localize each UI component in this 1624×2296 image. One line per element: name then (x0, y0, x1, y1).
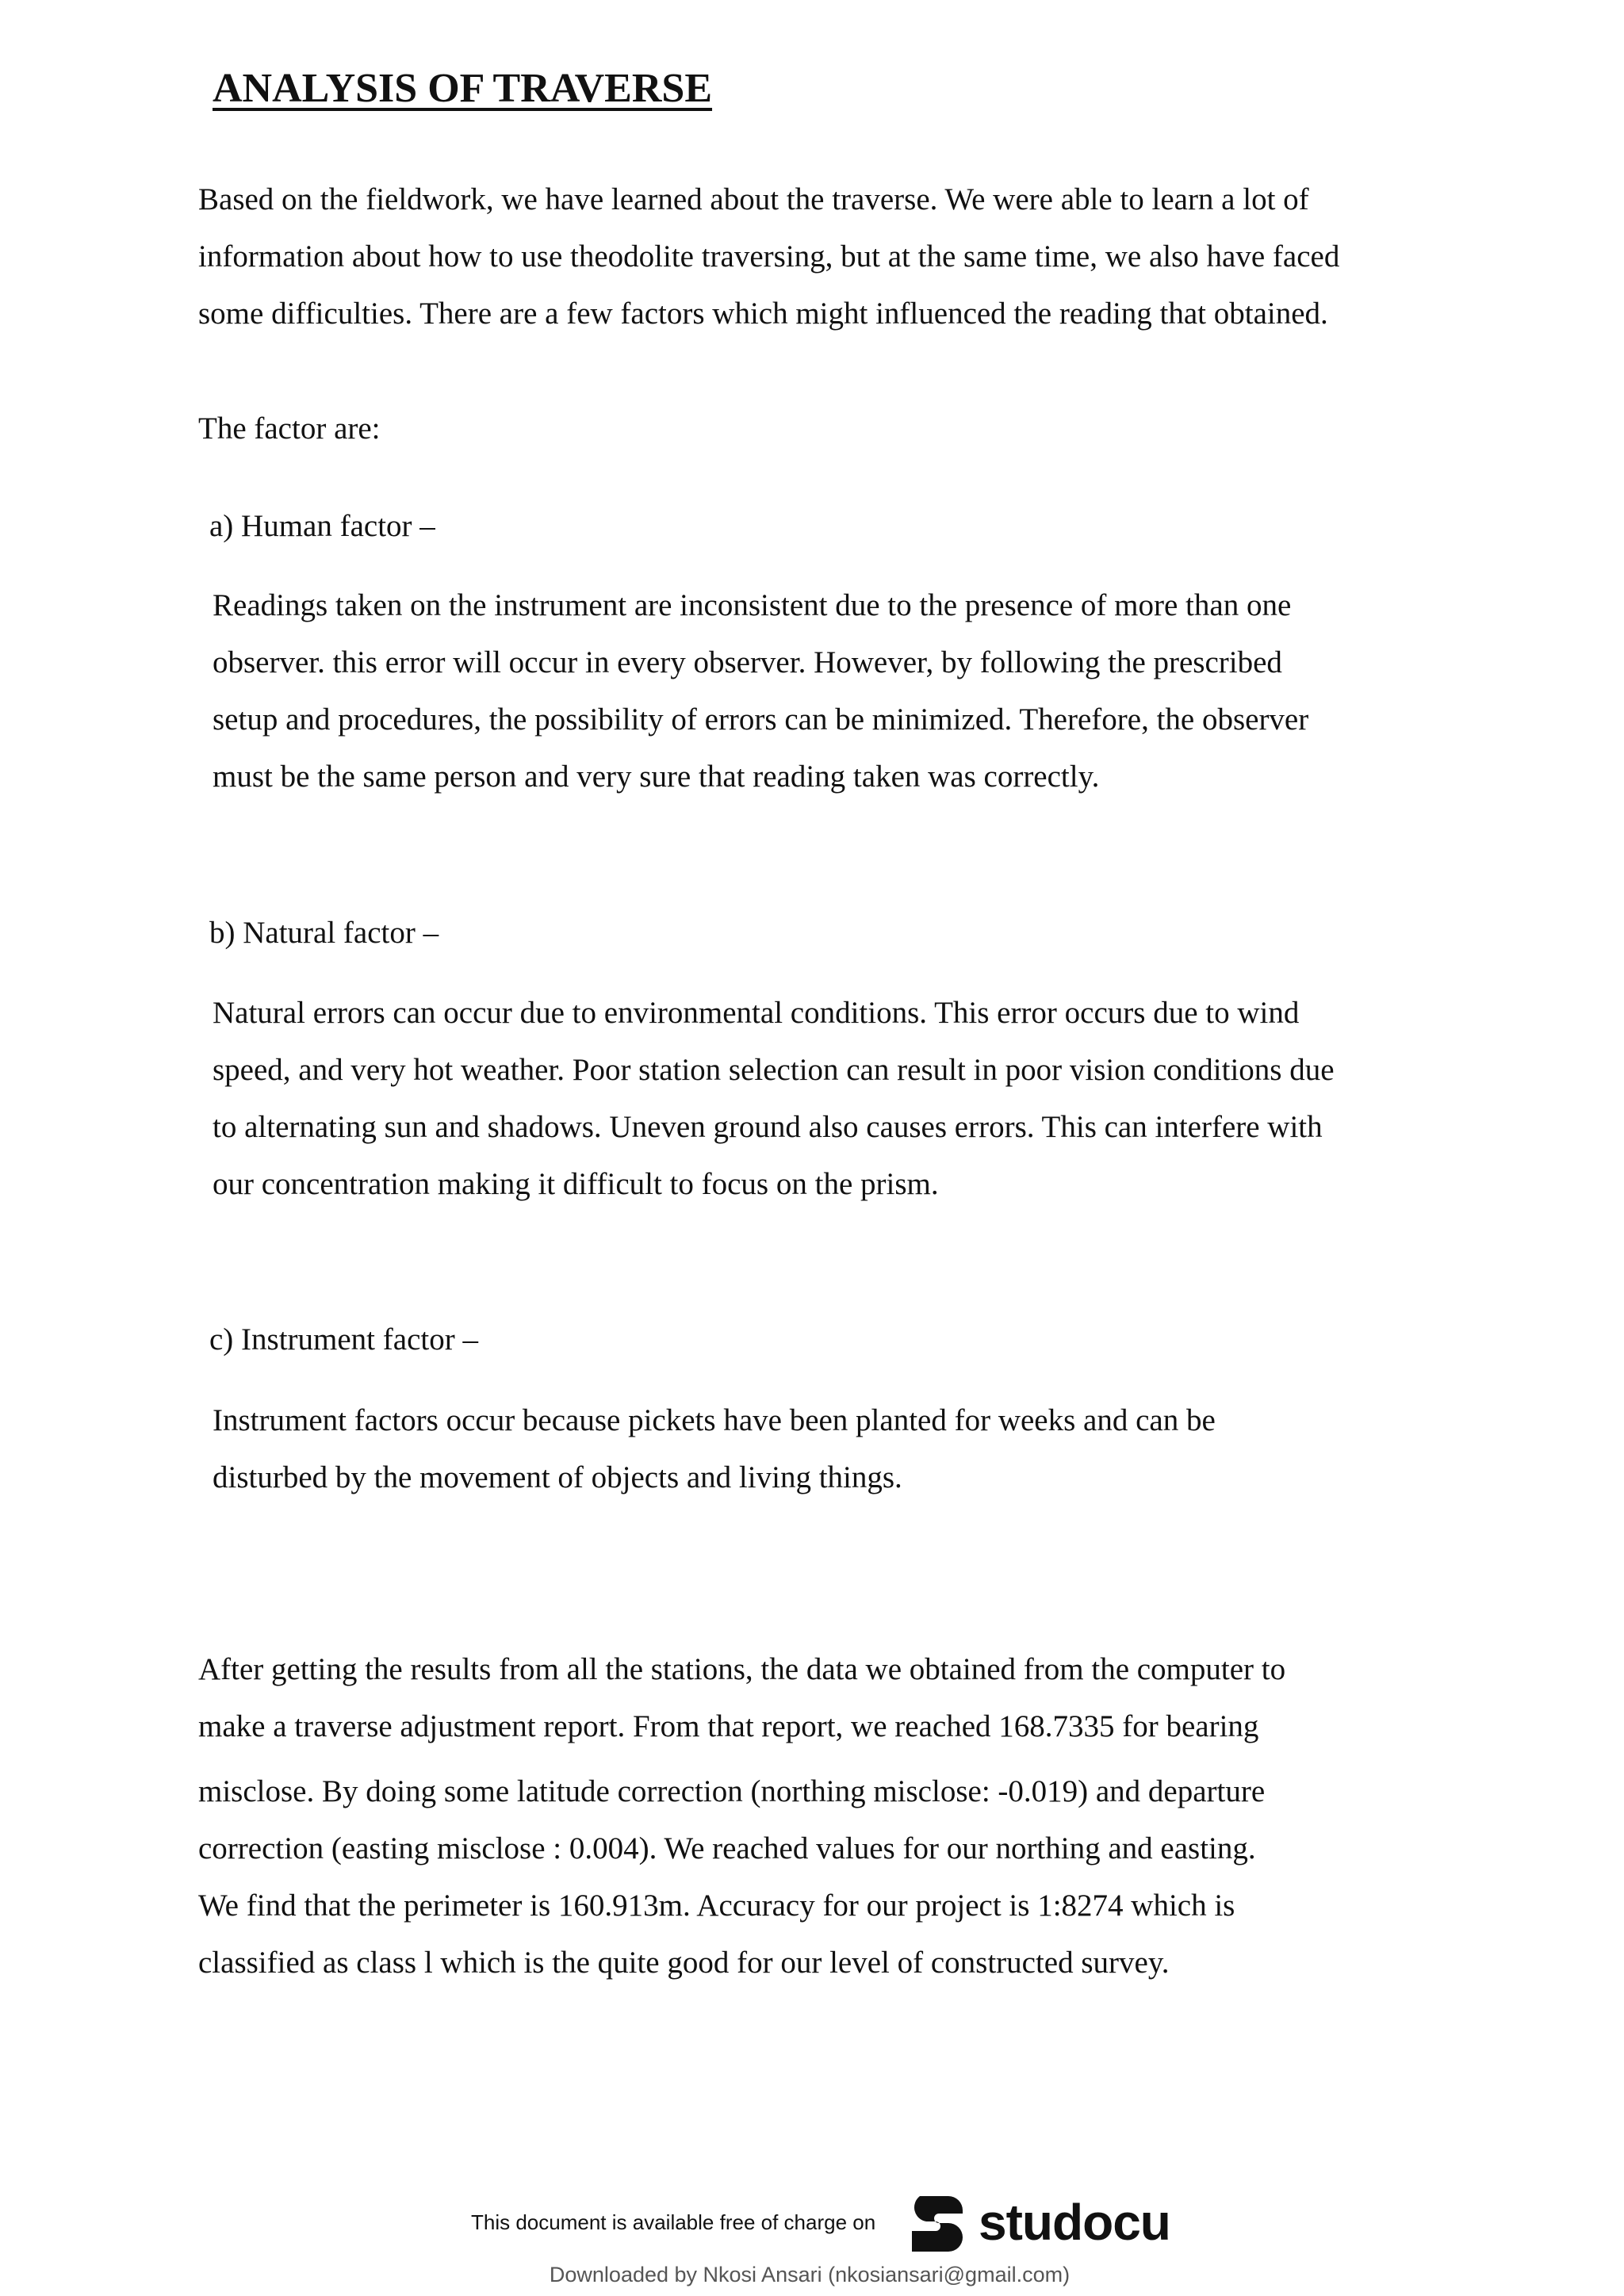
factor-line: setup and procedures, the possibility of errors can be minimized. Therefore, the observer (213, 702, 1309, 737)
intro-line: Based on the fieldwork, we have learned about the traverse. We were able to learn a lot of (198, 182, 1309, 216)
conclusion-paragraph (198, 1641, 1285, 1992)
conclusion-line: classified as class l which is the quite good for our level of constructed survey. (198, 1946, 1170, 1980)
factor-line: must be the same person and very sure that reading taken was correctly. (213, 760, 1100, 794)
intro-line: some difficulties. There are a few factors which might influenced the reading that obtained. (198, 297, 1328, 331)
factor-line: Natural errors can occur due to environmental conditions. This error occurs due to wind (213, 996, 1300, 1030)
conclusion-line: After getting the results from all the stations, the data we obtained from the computer to (198, 1652, 1286, 1686)
conclusion-line: correction (easting misclose : 0.004). We reached values for our northing and easting. (198, 1831, 1256, 1866)
conclusion-line: misclose. By doing some latitude correction (northing misclose: -0.019) and departure (198, 1774, 1266, 1808)
factor-body-human (213, 577, 1308, 806)
conclusion-line: We find that the perimeter is 160.913m. Accuracy for our project is 1:8274 which is (198, 1888, 1235, 1923)
intro-line: information about how to use theodolite traversing, but at the same time, we also have faced (198, 239, 1340, 274)
factor-line: Readings taken on the instrument are inconsistent due to the presence of more than one (213, 588, 1292, 622)
conclusion-line: make a traverse adjustment report. From that report, we reached 168.7335 for bearing (198, 1709, 1259, 1743)
studocu-logo-link[interactable] (904, 2188, 1170, 2256)
factor-line: observer. this error will occur in every observer. However, by following the prescribed (213, 645, 1282, 679)
intro-paragraph (198, 171, 1339, 342)
studocu-logo-icon (904, 2190, 969, 2255)
factor-heading-natural: b) Natural factor – (209, 916, 439, 950)
factor-line: speed, and very hot weather. Poor station selection can result in poor vision conditions due (213, 1053, 1335, 1087)
footer-downloaded-by (0, 2263, 1624, 2287)
page-footer (0, 2188, 1624, 2296)
factor-line: disturbed by the movement of objects and living things. (213, 1460, 902, 1494)
factor-body-natural (213, 985, 1335, 1213)
factor-line: Instrument factors occur because pickets have been planted for weeks and can be (213, 1403, 1216, 1437)
factor-body-instrument (213, 1392, 1216, 1506)
factor-line: to alternating sun and shadows. Uneven ground also causes errors. This can interfere with (213, 1110, 1323, 1144)
studocu-logo-text: studocu (979, 2194, 1170, 2251)
downloaded-by-text: Downloaded by Nkosi Ansari (nkosiansari@gmail.com) (549, 2263, 1071, 2286)
factors-lead: The factor are: (198, 411, 381, 446)
factor-heading-instrument: c) Instrument factor – (209, 1322, 478, 1357)
document-title: ANALYSIS OF TRAVERSE (213, 66, 713, 111)
factor-line: our concentration making it difficult to focus on the prism. (213, 1167, 939, 1201)
factor-heading-human: a) Human factor – (209, 509, 435, 543)
footer-availability-text: This document is available free of charge on (471, 2210, 876, 2234)
